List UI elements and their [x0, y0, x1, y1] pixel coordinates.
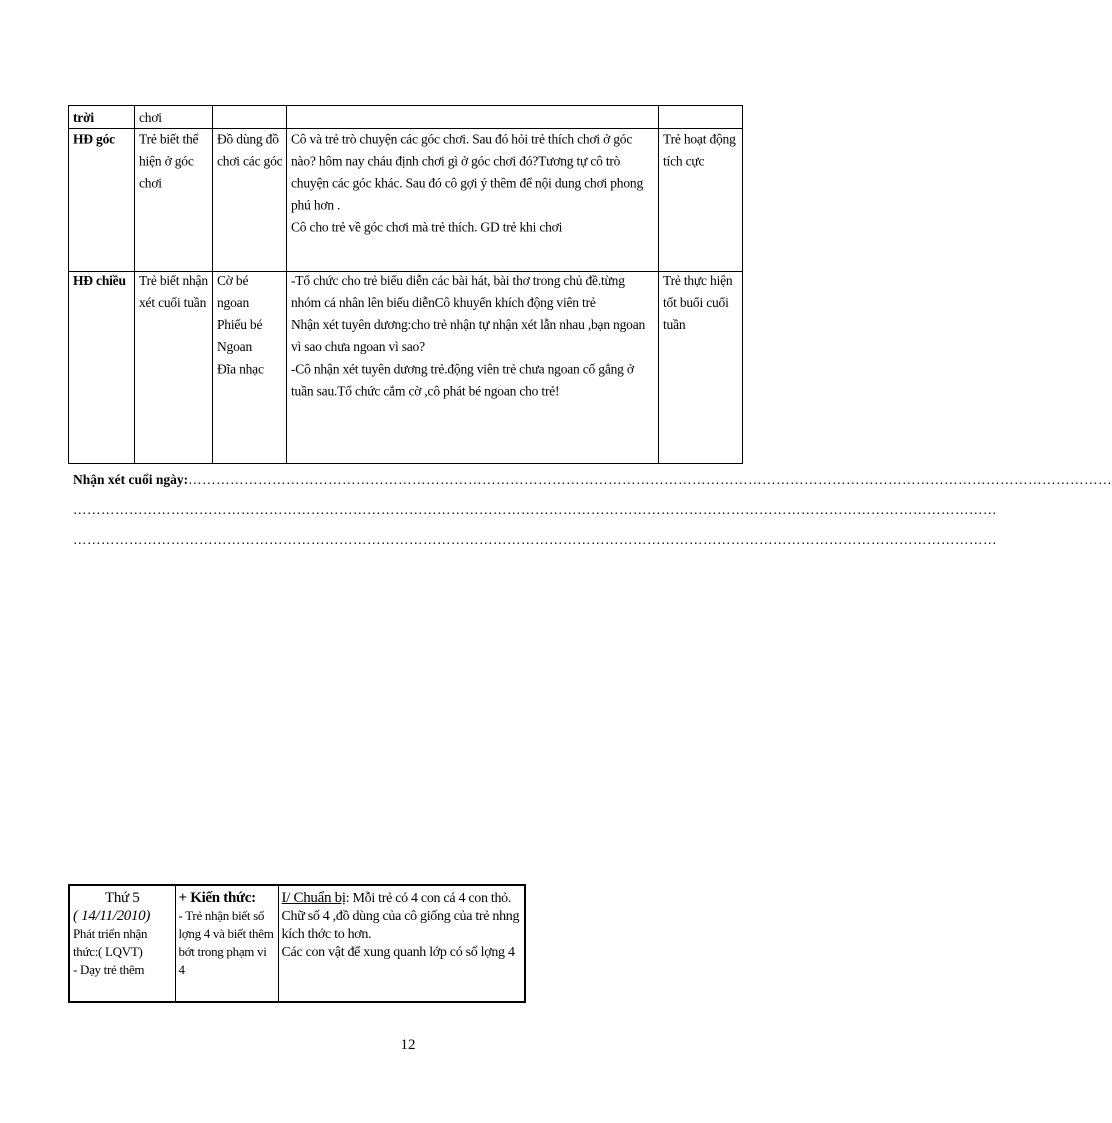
- table-row: [69, 885, 525, 1002]
- table-row: [69, 272, 743, 464]
- result-cell: Trẻ hoạt động tích cực: [659, 125, 743, 275]
- subject-label: Phát triển nhận thức:( LQVT): [73, 926, 148, 959]
- activity-cell: HĐ góc: [69, 125, 135, 275]
- lesson-plan-table: [68, 105, 743, 464]
- content-cell: -Tổ chức cho trẻ biểu diễn các bài hát, bài thơ trong chủ đề.từng nhóm cá nhân lên biểu diễnCô khuyến khích động viên trẻ Nhận xét tuyên dương:cho trẻ nhận tự nhận xét lẫn nhau ,bạn ngoan vì sao chưa ngoan vì sao? -Cô nhận xét tuyên dương trẻ.động viên trẻ chưa ngoan cố gắng ở tuần sau.Tổ chức cắm cờ ,cô phát bé ngoan cho trẻ!: [287, 267, 659, 469]
- goal-cell: chơi: [135, 105, 213, 129]
- date-label: ( 14/11/2010): [73, 908, 151, 924]
- day-cell: [69, 885, 175, 1002]
- day-label: Thứ 5: [104, 890, 140, 906]
- content-cell: Cô và trẻ trò chuyện các góc chơi. Sau đó hỏi trẻ thích chơi ở góc nào? hôm nay cháu định chơi gì ở góc chơi đó?Tương tự cô trò chuyện các góc khác. Sau đó cô gợi ý thêm để nội dung chơi phong phú hơn . Cô cho trẻ về góc chơi mà trẻ thích. GD trẻ khi chơi: [287, 125, 659, 275]
- remarks-dots: ………………………………………………………………………………………………………………………………………………………………………………: [73, 502, 997, 517]
- lesson-table-continued: [68, 884, 526, 1003]
- materials-cell: Đồ dùng đồ chơi các góc: [213, 125, 287, 275]
- remarks-dots: ………………………………………………………………………………………………………………………………………………………………………………: [73, 532, 997, 547]
- goal-cell: Trẻ biết nhận xét cuối tuần: [135, 267, 213, 469]
- remarks-dots: ………………………………………………………………………………………………………………………………………………………………………………: [188, 472, 1112, 487]
- knowledge-text: - Trẻ nhận biết số lợng 4 và biết thêm bớt trong phạm vi 4: [178, 908, 274, 977]
- knowledge-heading: + Kiến thức:: [178, 890, 256, 906]
- goal-cell: Trẻ biết thể hiện ở góc chơi: [135, 125, 213, 275]
- knowledge-cell: [175, 885, 278, 1002]
- topic-label: - Dạy trẻ thêm: [73, 962, 145, 977]
- table-row: [69, 129, 743, 272]
- materials-cell: Cờ bé ngoan Phiếu bé Ngoan Đĩa nhạc: [213, 267, 287, 469]
- end-of-day-remarks: [73, 465, 1112, 555]
- activity-cell: trời: [69, 105, 135, 129]
- remarks-label: Nhận xét cuối ngày:: [73, 472, 189, 487]
- preparation-text: : Mỗi trẻ có 4 con cá 4 con thỏ. Chữ số 4 ,đồ dùng của cô giống của trẻ nhng kích thớc to hơn. Các con vật để xung quanh lớp có số lợng 4: [281, 891, 520, 960]
- preparation-cell: [278, 885, 525, 1002]
- remarks-line: [73, 465, 1112, 495]
- preparation-heading: I/ Chuẩn bị: [281, 890, 346, 906]
- result-cell: Trẻ thực hiện tốt buổi cuối tuần: [659, 267, 743, 469]
- page-number: 12: [400, 1037, 416, 1053]
- activity-cell: HĐ chiều: [69, 267, 135, 469]
